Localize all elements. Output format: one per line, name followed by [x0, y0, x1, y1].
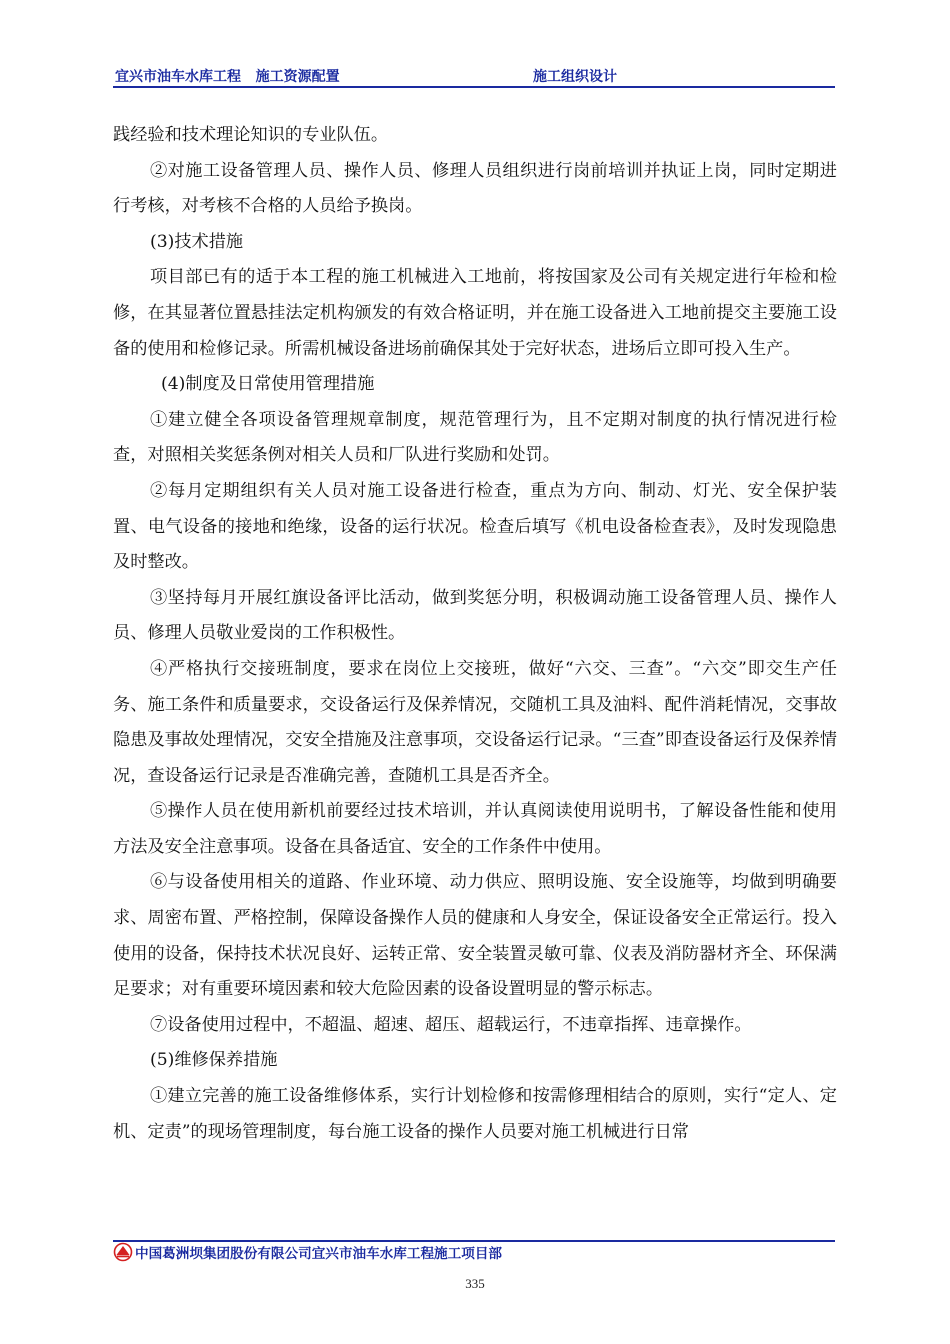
- section-heading: (5)维修保养措施: [150, 1050, 278, 1071]
- paragraph: ②对施工设备管理人员、操作人员、修理人员组织进行岗前培训并执证上岗，同时定期进行考核，对考核不合格的人员给予换岗。: [113, 160, 837, 217]
- gezhouba-logo-icon: [113, 1242, 133, 1262]
- header-project-title: 宜兴市油车水库工程 施工资源配置: [115, 69, 340, 85]
- page-number: 335: [465, 1276, 485, 1291]
- paragraph: ⑤操作人员在使用新机前要经过技术培训，并认真阅读使用说明书，了解设备性能和使用方法及安全注意事项。设备在具备适宜、安全的工作条件中使用。: [113, 801, 837, 857]
- paragraph: 项目部已有的适于本工程的施工机械进入工地前，将按国家及公司有关规定进行年检和检修，在其显著位置悬挂法定机构颁发的有效合格证明，并在施工设备进入工地前提交主要施工设备的使用和检修记录。所需机械设备进场前确保其处于完好状态，进场后立即可投入生产。: [113, 267, 837, 359]
- paragraph: ①建立健全各项设备管理规章制度，规范管理行为，且不定期对制度的执行情况进行检查，对照相关奖惩条例对相关人员和厂队进行奖励和处罚。: [113, 409, 837, 466]
- footer-company-name: 中国葛洲坝集团股份有限公司宜兴市油车水库工程施工项目部: [135, 1246, 503, 1262]
- section-heading: (4)制度及日常使用管理措施: [161, 374, 375, 395]
- paragraph: ③坚持每月开展红旗设备评比活动，做到奖惩分明，积极调动施工设备管理人员、操作人员、修理人员敬业爱岗的工作积极性。: [113, 587, 837, 644]
- page-header: [113, 64, 835, 86]
- paragraph: ⑥与设备使用相关的道路、作业环境、动力供应、照明设施、安全设施等，均做到明确要求、周密布置、严格控制，保障设备操作人员的健康和人身安全，保证设备安全正常运行。投入使用的设备，保持技术状况良好、运转正常、安全装置灵敏可靠、仪表及消防器材齐全、环保满足要求；对有重要环境因素和较大危险因素的设备设置明显的警示标志。: [113, 872, 837, 1000]
- page-footer: [113, 1241, 835, 1263]
- paragraph: ②每月定期组织有关人员对施工设备进行检查，重点为方向、制动、灯光、安全保护装置、电气设备的接地和绝缘，设备的运行状况。检查后填写《机电设备检查表》，及时发现隐患及时整改。: [113, 480, 837, 573]
- header-divider: [113, 86, 835, 88]
- header-document-type: 施工组织设计: [533, 69, 617, 85]
- document-body: [113, 118, 837, 1150]
- paragraph: ④严格执行交接班制度，要求在岗位上交接班，做好“六交、三查”。“六交”即交生产任务、施工条件和质量要求，交设备运行及保养情况，交随机工具及油料、配件消耗情况，交事故隐患及事故处理情况，交安全措施及注意事项，交设备运行记录。“三查”即查设备运行及保养情况，查设备运行记录是否准确完善，查随机工具是否齐全。: [113, 658, 837, 786]
- section-heading: (3)技术措施: [150, 231, 244, 252]
- paragraph: ⑦设备使用过程中，不超温、超速、超压、超载运行，不违章指挥、违章操作。: [150, 1014, 752, 1035]
- paragraph: 践经验和技术理论知识的专业队伍。: [113, 125, 389, 145]
- paragraph: ①建立完善的施工设备维修体系，实行计划检修和按需修理相结合的原则，实行“定人、定机、定责”的现场管理制度，每台施工设备的操作人员要对施工机械进行日常: [113, 1086, 837, 1142]
